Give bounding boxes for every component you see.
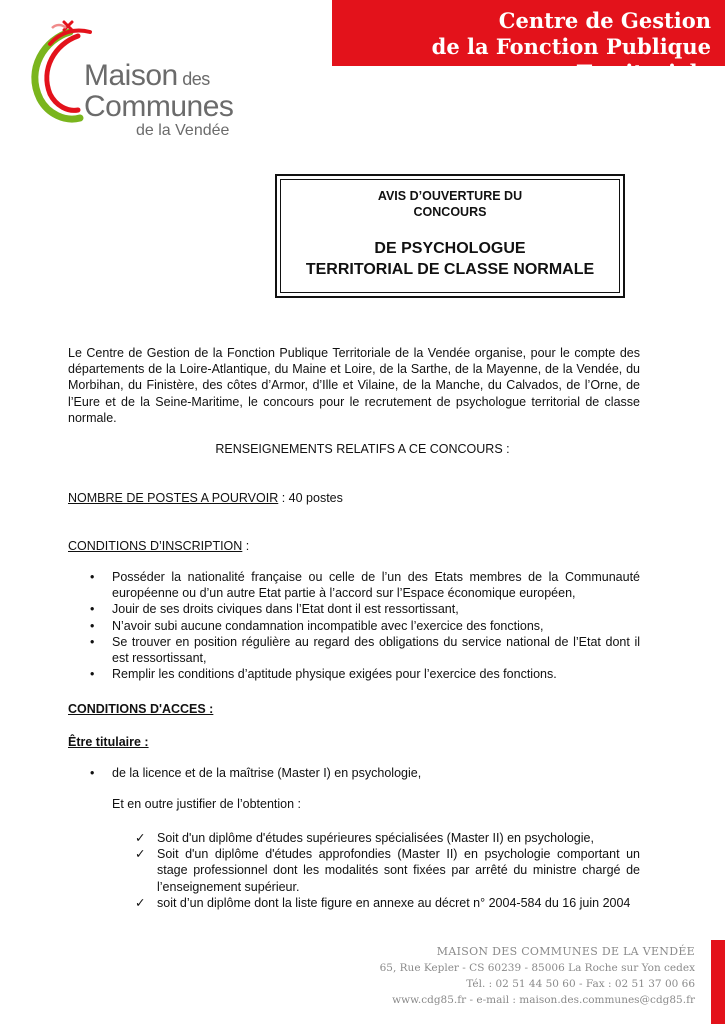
header-banner	[332, 0, 725, 85]
list-item	[90, 634, 640, 666]
list-item-text: Posséder la nationalité française ou celle de l’un des Etats membres de la Communauté européenne ou d’un autre Etat partie à l’accord sur l’Espace économique européen,	[112, 570, 640, 601]
list-item	[135, 830, 640, 846]
bullet-icon: •	[90, 634, 95, 649]
licence-text: de la licence et de la maîtrise (Master I) en psychologie,	[112, 766, 422, 780]
postes-sep: :	[278, 491, 289, 505]
acces-heading: CONDITIONS D'ACCES :	[68, 702, 214, 716]
logo-word-vendee: de la Vendée	[136, 122, 230, 139]
footer-address	[380, 944, 695, 1008]
bullet-icon: •	[90, 766, 95, 780]
footer-line-2: 65, Rue Kepler - CS 60239 - 85006 La Roche sur Yon cedex	[379, 962, 695, 974]
footer-line-3: Tél. : 02 51 44 50 60 - Fax : 02 51 37 00 66	[466, 978, 695, 990]
footer-red-bar	[711, 940, 725, 1024]
inscription-list	[90, 569, 640, 682]
title-line-4: TERRITORIAL DE CLASSE NORMALE	[305, 261, 595, 278]
footer-line-1: MAISON DES COMMUNES DE LA VENDÉE	[436, 945, 695, 958]
list-item-text: soit d’un diplôme dont la liste figure en annexe au décret n° 2004-584 du 16 juin 2004	[157, 895, 631, 910]
bullet-icon: •	[90, 570, 95, 584]
title-box	[275, 174, 625, 298]
postes-value: 40 postes	[288, 491, 343, 505]
logo-wordmark	[84, 59, 234, 141]
list-item-text: Jouir de ses droits civiques dans l’Etat dont il est ressortissant,	[112, 602, 459, 617]
maison-des-communes-logo	[20, 14, 234, 139]
list-item	[90, 666, 640, 682]
intro-emphasis: de psychologue territorial de classe normale	[68, 394, 640, 425]
intro-paragraph	[68, 345, 640, 426]
list-item	[90, 601, 640, 617]
footer-line-4: www.cdg85.fr - e-mail : maison.des.communes@cdg85.fr	[392, 994, 695, 1006]
checkmark-icon: ✓	[135, 895, 146, 910]
licence-item	[90, 766, 421, 780]
banner-line-2: de la Fonction Publique Territoriale	[431, 34, 711, 85]
logo-word-des: des	[182, 69, 210, 89]
list-item	[135, 895, 640, 911]
bullet-icon: •	[90, 667, 95, 682]
title-line-3: DE PSYCHOLOGUE	[374, 240, 526, 257]
title-line-2: CONCOURS	[413, 205, 487, 219]
inscription-label: CONDITIONS D’INSCRIPTION	[68, 539, 243, 553]
list-item-text: N’avoir subi aucune condamnation incompatible avec l’exercice des fonctions,	[112, 618, 544, 633]
bullet-icon: •	[90, 618, 95, 633]
postes-line	[68, 490, 640, 506]
list-item-text: Remplir les conditions d’aptitude physique exigées pour l’exercice des fonctions.	[112, 667, 557, 682]
list-item-text: Soit d'un diplôme d'études approfondies (Master II) en psychologie comportant un stage professionnel dont les modalités sont fixées par arrêté du ministre chargé de l’enseignement supérieur.	[157, 847, 640, 894]
list-item	[90, 618, 640, 634]
logo-word-communes: Communes	[84, 90, 234, 123]
intro-end: .	[113, 410, 117, 425]
postes-label: NOMBRE DE POSTES A POURVOIR	[68, 491, 279, 505]
list-item	[135, 846, 640, 895]
title-line-1: AVIS D’OUVERTURE DU	[377, 189, 523, 203]
list-item	[90, 569, 640, 601]
inscription-heading	[68, 538, 640, 554]
inscription-sep: :	[242, 539, 250, 553]
bullet-icon: •	[90, 602, 95, 617]
outre-text: Et en outre justifier de l’obtention :	[112, 797, 302, 811]
logo-word-maison: Maison	[84, 59, 178, 92]
checkmark-icon: ✓	[135, 831, 146, 845]
checkmark-icon: ✓	[135, 847, 146, 862]
diploma-list	[135, 830, 640, 911]
renseignements-heading: RENSEIGNEMENTS RELATIFS A CE CONCOURS :	[215, 442, 510, 456]
intro-text: Le Centre de Gestion de la Fonction Publique Territoriale de la Vendée organise, pour le compte des départements de la Loire-Atlantique, du Maine et Loire, de la Sarthe, de la Mayenne, de la Vendée, du Morbihan, du Finistère, des côtes d’Armor, d’Ille et Vilaine, de la Manche, du Calvados, de l’Orne, de l’Eure et de la Seine-Maritime, le concours pour le recrutement	[68, 346, 640, 409]
titulaire-heading: Être titulaire :	[68, 735, 149, 749]
list-item-text: Soit d'un diplôme d'études supérieures spécialisées (Master II) en psychologie,	[157, 831, 594, 845]
list-item-text: Se trouver en position régulière au regard des obligations du service national de l’Etat dont il est ressortissant,	[112, 634, 640, 666]
banner-line-1: Centre de Gestion	[498, 8, 711, 33]
